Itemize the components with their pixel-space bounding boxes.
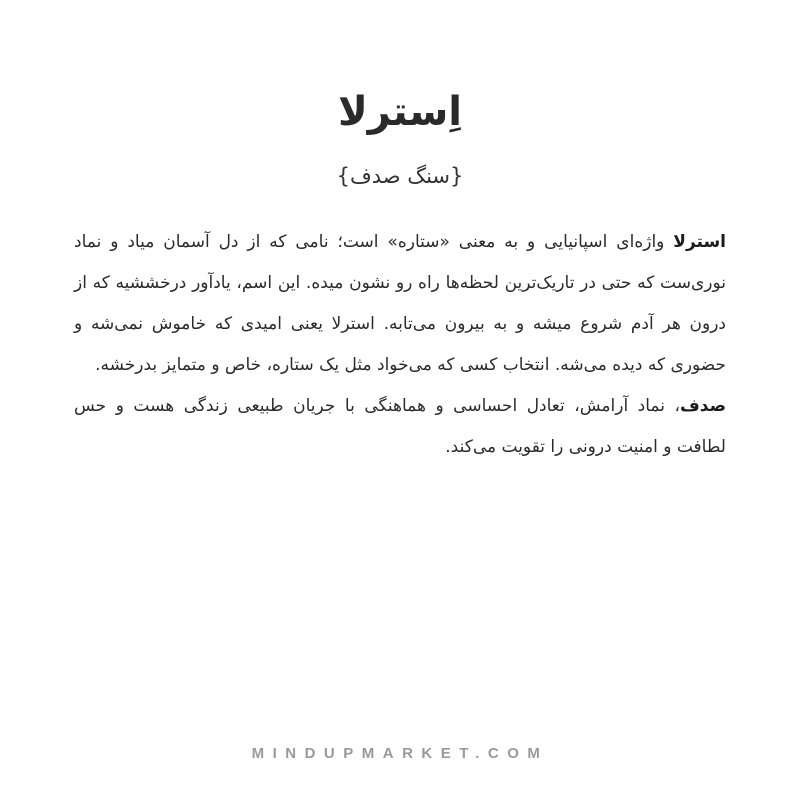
description-body xyxy=(74,222,726,468)
description-paragraph-stone-meaning xyxy=(74,386,726,468)
stone-highlight: صدف xyxy=(680,396,726,416)
footer-brand: MINDUPMARKET.COM xyxy=(251,745,549,762)
page-title: اِسترلا xyxy=(337,89,463,135)
name-highlight: استرلا xyxy=(673,232,726,252)
stone-meaning-text: ، نماد آرامش، تعادل احساسی و هماهنگی با جریان طبیعی زندگی هست و حس لطافت و امنیت درونی را تقویت می‌کند. xyxy=(74,396,726,457)
name-meaning-text: واژه‌ای اسپانیایی و به معنی «ستاره» است؛ نامی که از دل آسمان میاد و نماد نوری‌ست که حتی در تاریک‌ترین لحظه‌ها راه رو نشون میده. این اسم، یادآور درخششیه که از درون هر آدم شروع میشه و به بیرون می‌تابه. استرلا یعنی امیدی که خاموش نمی‌شه و حضوری که دیده می‌شه. انتخاب کسی که می‌خواد مثل یک ستاره، خاص و متمایز بدرخشه. xyxy=(74,232,726,375)
page-subtitle: {سنگ صدف} xyxy=(336,164,464,188)
description-paragraph-name-meaning xyxy=(74,222,726,386)
